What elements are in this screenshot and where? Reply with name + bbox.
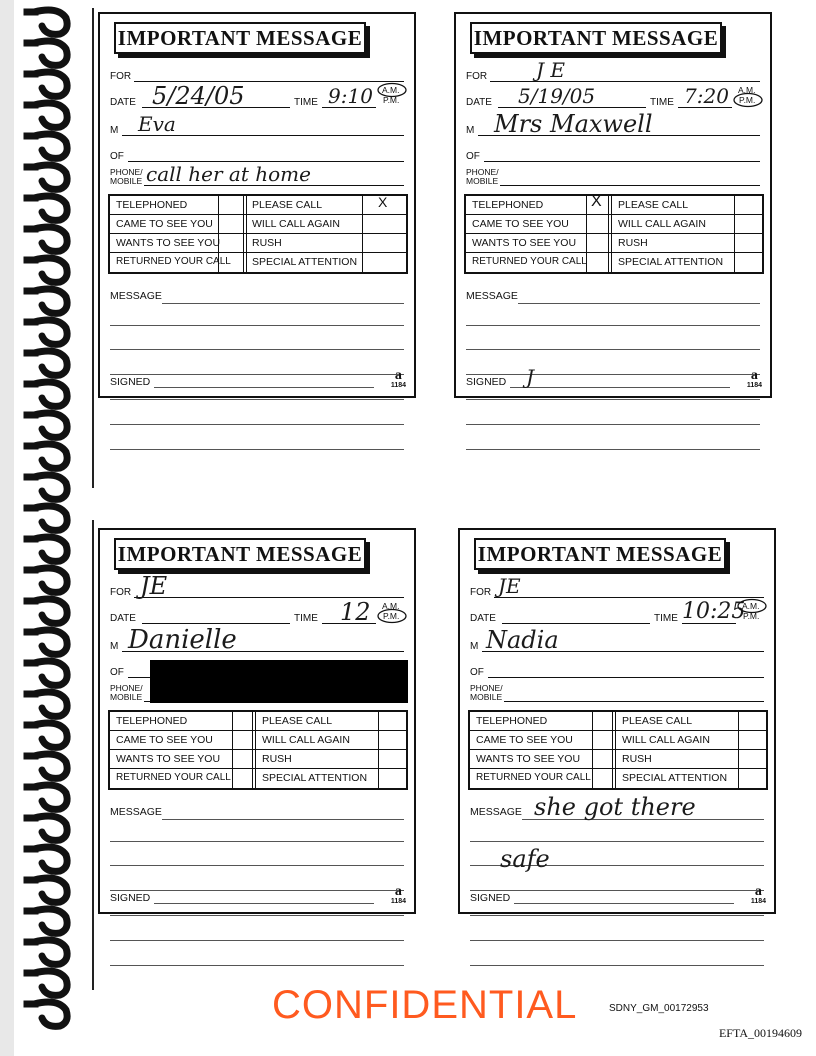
- spiral-coil-stem: [24, 598, 38, 604]
- m-label: M: [110, 125, 119, 136]
- message-card: [98, 528, 416, 914]
- phone-row: [466, 160, 760, 186]
- spiral-coil: [34, 537, 67, 561]
- check-right-label: WILL CALL AGAIN: [262, 734, 350, 746]
- checks-row: [470, 712, 766, 731]
- spiral-coil-stem: [24, 164, 38, 170]
- spiral-coil-stem: [24, 567, 38, 573]
- check-right-label: SPECIAL ATTENTION: [622, 772, 728, 784]
- time-label: TIME: [650, 97, 674, 108]
- card-title: IMPORTANT MESSAGE: [114, 538, 366, 570]
- spiral-coil-stem: [24, 784, 38, 790]
- am-label: A.M.: [382, 85, 400, 95]
- check-right-label: PLEASE CALL: [262, 715, 333, 727]
- spiral-coil: [34, 134, 67, 158]
- checks-row: [470, 769, 766, 788]
- check-left-label: RETURNED YOUR CALL: [116, 256, 231, 267]
- checks-row: [110, 750, 406, 769]
- signed-value: J: [526, 365, 535, 389]
- check-left-label: WANTS TO SEE YOU: [472, 237, 577, 249]
- message-rule: [470, 940, 764, 941]
- spiral-coil: [34, 506, 67, 530]
- for-row: [110, 56, 404, 82]
- spiral-coil: [34, 816, 67, 840]
- time-value: 7:20: [684, 84, 729, 108]
- time-label: TIME: [294, 613, 318, 624]
- checks-row: [466, 215, 762, 234]
- check-right-label: WILL CALL AGAIN: [252, 218, 340, 230]
- spiral-coil: [34, 444, 67, 468]
- pm-label: P.M.: [383, 611, 400, 621]
- spiral-coil-stem: [24, 970, 38, 976]
- spiral-coil-stem: [24, 474, 38, 480]
- of-row: [110, 136, 404, 162]
- logo-number: 1184: [746, 382, 762, 389]
- form-logo: [751, 886, 766, 906]
- spiral-coil-stem: [24, 319, 38, 325]
- date-label: DATE: [110, 97, 136, 108]
- confidential-stamp: CONFIDENTIAL: [272, 983, 578, 1027]
- spiral-binding: [0, 0, 90, 1056]
- pad-edge-top: [92, 8, 94, 488]
- message-rule-0: [518, 303, 760, 304]
- message-rule: [466, 349, 760, 350]
- checkbox-grid: [468, 710, 768, 790]
- checks-row: [470, 731, 766, 750]
- checks-row: [110, 215, 406, 234]
- message-card: [454, 12, 772, 398]
- message-rule: [110, 349, 404, 350]
- spiral-coil: [34, 475, 67, 499]
- message-rule-0: [162, 303, 404, 304]
- checks-row: [110, 196, 406, 215]
- spiral-coil: [34, 971, 67, 995]
- message-rule: [470, 965, 764, 966]
- check-left-label: TELEPHONED: [476, 715, 548, 727]
- message-rule: [110, 940, 404, 941]
- date-line: [502, 623, 650, 624]
- checks-row: [110, 253, 406, 272]
- message-rule: [110, 325, 404, 326]
- message-rule: [470, 890, 764, 891]
- spiral-coil-stem: [24, 722, 38, 728]
- m-label: M: [466, 125, 475, 136]
- pm-label: P.M.: [739, 95, 756, 105]
- spiral-coil: [34, 320, 67, 344]
- message-label: MESSAGE: [466, 290, 518, 302]
- check-right-label: WILL CALL AGAIN: [622, 734, 710, 746]
- spiral-coil-stem: [24, 939, 38, 945]
- spiral-coil: [34, 227, 67, 251]
- bates-number: SDNY_GM_00172953: [609, 1003, 709, 1014]
- check-left-label: CAME TO SEE YOU: [476, 734, 573, 746]
- message-rule: [110, 449, 404, 450]
- m-row: [470, 626, 764, 652]
- checks-row: [466, 234, 762, 253]
- checks-row: [466, 193, 762, 215]
- spiral-coil: [34, 630, 67, 654]
- m-row: [466, 110, 760, 136]
- message-rule: [466, 325, 760, 326]
- phone-label: PHONE/: [466, 167, 499, 177]
- message-label: MESSAGE: [110, 290, 162, 302]
- spiral-coil: [34, 258, 67, 282]
- time-value: 9:10: [328, 84, 373, 108]
- m-value: Eva: [138, 112, 176, 136]
- spiral-coil-stem: [24, 412, 38, 418]
- spiral-coil-stem: [24, 226, 38, 232]
- mobile-label: MOBILE: [466, 176, 499, 186]
- check-right-label: RUSH: [618, 237, 648, 249]
- spiral-coil: [34, 382, 67, 406]
- checkbox-grid: [108, 194, 408, 274]
- am-circle: [376, 82, 408, 98]
- time-value: 12: [340, 598, 371, 626]
- message-rule: [466, 424, 760, 425]
- checks-row: [110, 769, 406, 788]
- message-rule: [110, 841, 404, 842]
- date-row: [110, 82, 404, 108]
- m-value: Nadia: [486, 626, 559, 654]
- date-label: DATE: [470, 613, 496, 624]
- check-left-label: WANTS TO SEE YOU: [116, 237, 221, 249]
- mobile-label: MOBILE: [110, 176, 143, 186]
- message-rule: [110, 865, 404, 866]
- spiral-coil-stem: [24, 133, 38, 139]
- m-value: Danielle: [128, 625, 237, 655]
- date-label: DATE: [110, 613, 136, 624]
- signed-line: [154, 387, 374, 388]
- spiral-coil: [34, 692, 67, 716]
- spiral-coil: [34, 940, 67, 964]
- phone-line: [500, 185, 760, 186]
- form-logo: [391, 370, 406, 390]
- message-rule: [470, 841, 764, 842]
- am-label: A.M.: [738, 85, 756, 95]
- message-label: MESSAGE: [470, 806, 522, 818]
- signed-label: SIGNED: [110, 376, 151, 388]
- spiral-coil: [34, 785, 67, 809]
- check-right-mark: X: [378, 194, 388, 210]
- form-logo: [391, 886, 406, 906]
- spiral-coil-stem: [24, 381, 38, 387]
- spiral-coil-stem: [24, 257, 38, 263]
- time-label: TIME: [294, 97, 318, 108]
- message-label: MESSAGE: [110, 806, 162, 818]
- check-left-label: TELEPHONED: [472, 199, 544, 211]
- message-rule: [110, 965, 404, 966]
- for-label: FOR: [110, 587, 132, 598]
- phone-line: [504, 701, 764, 702]
- signed-label: SIGNED: [470, 892, 511, 904]
- spiral-coil-stem: [24, 753, 38, 759]
- spiral-coil-stem: [24, 9, 38, 15]
- check-left-label: WANTS TO SEE YOU: [116, 753, 221, 765]
- logo-a-icon: a: [750, 368, 758, 383]
- spiral-coil: [34, 599, 67, 623]
- message-rule: [110, 424, 404, 425]
- pad-edge-bottom: [92, 520, 94, 990]
- message-rule: [110, 374, 404, 375]
- date-row: [466, 82, 760, 108]
- for-value: JE: [140, 572, 168, 600]
- efta-number: EFTA_00194609: [718, 1026, 802, 1040]
- spiral-coil: [34, 661, 67, 685]
- check-left-label: CAME TO SEE YOU: [116, 734, 213, 746]
- spiral-coil-stem: [24, 629, 38, 635]
- m-row: [110, 110, 404, 136]
- for-value: J E: [536, 58, 565, 82]
- spiral-coil-stem: [24, 660, 38, 666]
- spiral-coil-stem: [24, 536, 38, 542]
- signed-line: [514, 903, 734, 904]
- spiral-coil: [34, 568, 67, 592]
- for-label: FOR: [466, 71, 488, 82]
- check-left-label: TELEPHONED: [116, 199, 188, 211]
- spiral-coil-stem: [24, 102, 38, 108]
- am-label: A.M.: [742, 601, 760, 611]
- spiral-coil-stem: [24, 71, 38, 77]
- am-circle: [736, 598, 768, 614]
- for-row: [466, 56, 760, 82]
- redaction-block: [150, 660, 408, 703]
- spiral-coil-stem: [24, 815, 38, 821]
- checkbox-grid: [108, 710, 408, 790]
- check-right-label: RUSH: [252, 237, 282, 249]
- signed-label: SIGNED: [466, 376, 507, 388]
- checks-row: [110, 234, 406, 253]
- checks-row: [110, 731, 406, 750]
- message-line-1: she got there: [534, 793, 696, 821]
- spiral-coil-stem: [24, 195, 38, 201]
- phone-label: PHONE/: [110, 683, 143, 693]
- of-row: [466, 136, 760, 162]
- message-rule: [466, 399, 760, 400]
- spiral-coil: [34, 103, 67, 127]
- checkbox-grid: [464, 194, 764, 274]
- message-rule: [110, 890, 404, 891]
- spiral-coil: [34, 413, 67, 437]
- pm-label: P.M.: [743, 611, 760, 621]
- for-row: [110, 572, 404, 598]
- of-row: [470, 652, 764, 678]
- for-row: [470, 572, 764, 598]
- phone-row: [110, 160, 404, 186]
- m-row: [110, 625, 404, 655]
- pm-circle: [732, 92, 764, 108]
- check-right-label: SPECIAL ATTENTION: [252, 256, 358, 268]
- checks-row: [466, 253, 762, 272]
- spiral-coil-stem: [24, 877, 38, 883]
- check-left-label: TELEPHONED: [116, 715, 188, 727]
- spiral-coil: [34, 196, 67, 220]
- date-label: DATE: [466, 97, 492, 108]
- check-right-label: PLEASE CALL: [622, 715, 693, 727]
- phone-label: PHONE/: [470, 683, 503, 693]
- logo-a-icon: a: [754, 884, 762, 899]
- checks-row: [470, 750, 766, 769]
- phone-value: call her at home: [146, 162, 311, 186]
- spiral-coil: [34, 351, 67, 375]
- check-right-label: PLEASE CALL: [252, 199, 323, 211]
- of-label: OF: [110, 667, 124, 678]
- logo-a-icon: a: [394, 884, 402, 899]
- for-label: FOR: [470, 587, 492, 598]
- message-rule: [466, 374, 760, 375]
- date-line: [142, 623, 290, 624]
- check-right-label: SPECIAL ATTENTION: [618, 256, 724, 268]
- spiral-coil: [34, 289, 67, 313]
- spiral-coil: [34, 723, 67, 747]
- message-rule: [470, 915, 764, 916]
- am-label: A.M.: [382, 601, 400, 611]
- message-rule: [110, 399, 404, 400]
- form-logo: [747, 370, 762, 390]
- spiral-coil-stem: [24, 40, 38, 46]
- check-right-label: RUSH: [262, 753, 292, 765]
- check-left-label: WANTS TO SEE YOU: [476, 753, 581, 765]
- for-label: FOR: [110, 71, 132, 82]
- spiral-coil-stem: [24, 691, 38, 697]
- message-rule: [466, 449, 760, 450]
- m-value: Mrs Maxwell: [494, 110, 653, 138]
- for-value: JE: [498, 574, 521, 598]
- phone-row: [470, 676, 764, 702]
- mobile-label: MOBILE: [470, 692, 503, 702]
- card-title: IMPORTANT MESSAGE: [470, 22, 722, 54]
- spiral-coil-stem: [24, 505, 38, 511]
- check-left-mark: X: [591, 193, 602, 210]
- check-left-label: CAME TO SEE YOU: [472, 218, 569, 230]
- date-value: 5/24/05: [152, 82, 245, 110]
- spiral-coil: [34, 10, 67, 34]
- spiral-coil: [34, 754, 67, 778]
- message-card: [98, 12, 416, 398]
- m-label: M: [470, 641, 479, 652]
- check-left-label: CAME TO SEE YOU: [116, 218, 213, 230]
- mobile-label: MOBILE: [110, 692, 143, 702]
- spiral-coil-stem: [24, 350, 38, 356]
- message-rule: [110, 915, 404, 916]
- check-left-label: RETURNED YOUR CALL: [116, 772, 231, 783]
- of-label: OF: [470, 667, 484, 678]
- spiral-coil: [34, 878, 67, 902]
- message-card: [458, 528, 776, 914]
- message-rule-0: [162, 819, 404, 820]
- spiral-coil-stem: [24, 846, 38, 852]
- logo-number: 1184: [390, 898, 406, 905]
- signed-line: [510, 387, 730, 388]
- signed-label: SIGNED: [110, 892, 151, 904]
- time-label: TIME: [654, 613, 678, 624]
- check-left-label: RETURNED YOUR CALL: [472, 256, 587, 267]
- logo-number: 1184: [750, 898, 766, 905]
- check-right-label: RUSH: [622, 753, 652, 765]
- card-title: IMPORTANT MESSAGE: [114, 22, 366, 54]
- check-right-label: WILL CALL AGAIN: [618, 218, 706, 230]
- logo-number: 1184: [390, 382, 406, 389]
- check-left-label: RETURNED YOUR CALL: [476, 772, 591, 783]
- checks-row: [110, 712, 406, 731]
- of-label: OF: [466, 151, 480, 162]
- spiral-coil-stem: [24, 288, 38, 294]
- signed-line: [154, 903, 374, 904]
- check-right-label: SPECIAL ATTENTION: [262, 772, 368, 784]
- card-title: IMPORTANT MESSAGE: [474, 538, 726, 570]
- spiral-coil: [34, 72, 67, 96]
- m-label: M: [110, 641, 119, 652]
- spiral-coil-stem: [24, 908, 38, 914]
- of-label: OF: [110, 151, 124, 162]
- check-right-label: PLEASE CALL: [618, 199, 689, 211]
- logo-a-icon: a: [394, 368, 402, 383]
- spiral-coil: [34, 165, 67, 189]
- pm-label: P.M.: [383, 95, 400, 105]
- spiral-coil: [34, 1002, 67, 1026]
- date-row: [110, 598, 404, 624]
- spiral-coil: [34, 847, 67, 871]
- pm-circle: [376, 608, 408, 624]
- message-line-2: safe: [500, 845, 550, 873]
- time-value: 10:25: [682, 599, 746, 624]
- spiral-coil-stem: [24, 1001, 38, 1007]
- date-value: 5/19/05: [518, 84, 596, 108]
- date-row: [470, 598, 764, 624]
- phone-label: PHONE/: [110, 167, 143, 177]
- spiral-coil: [34, 909, 67, 933]
- spiral-coil-stem: [24, 443, 38, 449]
- spiral-coil: [34, 41, 67, 65]
